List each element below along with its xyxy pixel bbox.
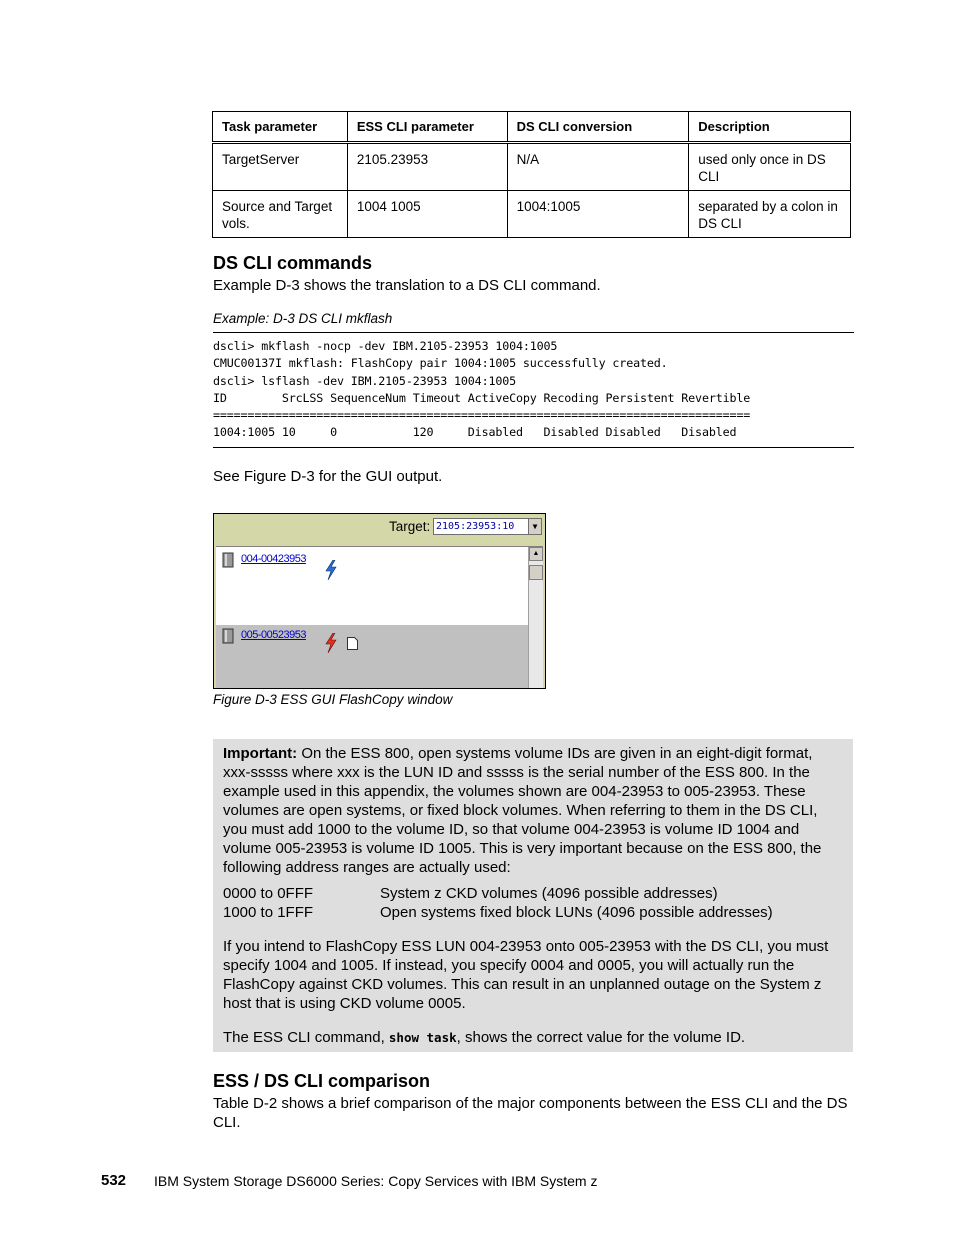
address-range-list	[223, 884, 843, 922]
page-number: 532	[101, 1172, 127, 1189]
volume-row[interactable]	[216, 547, 528, 625]
table-cell: 1004 1005	[347, 191, 507, 238]
text-span: , shows the correct value for the volume ID.	[456, 1029, 746, 1046]
vertical-scrollbar[interactable]	[528, 547, 543, 688]
volume-link[interactable]: 004-00423953	[241, 553, 306, 565]
target-value: 2105:23953:10	[436, 521, 515, 532]
table-header: Description	[689, 112, 851, 143]
volume-link[interactable]: 005-00523953	[241, 629, 306, 641]
figure-caption: Figure D-3 ESS GUI FlashCopy window	[213, 692, 453, 707]
table-cell: separated by a colon in DS CLI	[689, 191, 851, 238]
target-label: Target:	[389, 519, 431, 534]
table-header-row	[213, 112, 851, 143]
address-range-row	[223, 884, 843, 903]
code-line: 1004:1005 10 0 120 Disabled Disabled Disabled Disabled	[213, 425, 737, 440]
table-cell: N/A	[507, 143, 689, 191]
table-cell: 1004:1005	[507, 191, 689, 238]
target-dropdown[interactable]	[433, 518, 542, 535]
code-line: dscli> mkflash -nocp -dev IBM.2105-23953 1004:1005	[213, 339, 558, 353]
table-header: ESS CLI parameter	[347, 112, 507, 143]
code-example	[213, 332, 854, 448]
text-span: The ESS CLI command,	[223, 1029, 389, 1046]
important-paragraph-3	[223, 1028, 843, 1047]
code-line: dscli> lsflash -dev IBM.2105-23953 1004:1005	[213, 373, 517, 388]
ess-gui-flashcopy-window	[213, 513, 546, 689]
table-cell: used only once in DS CLI	[689, 143, 851, 191]
gui-toolbar	[214, 514, 545, 544]
code-line: CMUC00137I mkflash: FlashCopy pair 1004:1005 successfully created.	[213, 356, 668, 371]
table-cell: Source and Target vols.	[213, 191, 348, 238]
code-line: ==============================================================================	[213, 408, 751, 423]
section-heading-ds-cli-commands: DS CLI commands	[213, 253, 373, 273]
flashcopy-blue-icon	[324, 560, 338, 580]
scroll-up-icon[interactable]: ▲	[529, 547, 543, 561]
example-caption: Example: D-3 DS CLI mkflash	[213, 311, 393, 326]
volume-row[interactable]	[216, 625, 528, 688]
disk-volume-icon	[222, 628, 234, 644]
section-intro: Example D-3 shows the translation to a DS CLI command.	[213, 277, 601, 294]
disk-volume-icon	[222, 552, 234, 568]
address-range-row	[223, 903, 843, 922]
command-name: show task	[388, 1030, 457, 1045]
address-range: 1000 to 1FFF	[223, 904, 314, 921]
section-text: Table D-2 shows a brief comparison of the major components between the ESS CLI and the DS CLI.	[213, 1095, 848, 1131]
table-row	[213, 143, 851, 191]
scroll-thumb[interactable]	[529, 565, 543, 580]
parameter-table	[212, 111, 851, 238]
important-paragraph-1	[223, 744, 843, 877]
document-icon	[347, 637, 358, 650]
table-cell: TargetServer	[213, 143, 348, 191]
code-line: ID SrcLSS SequenceNum Timeout ActiveCopy Recoding Persistent Revertible	[213, 390, 751, 405]
table-row	[213, 191, 851, 238]
section-heading-comparison: ESS / DS CLI comparison	[213, 1071, 431, 1091]
important-note-box	[213, 739, 853, 1052]
see-figure-text: See Figure D-3 for the GUI output.	[213, 468, 443, 485]
important-paragraph-2: If you intend to FlashCopy ESS LUN 004-23953 onto 005-23953 with the DS CLI, you must specify 1004 and 1005. If instead, you specify 0004 and 0005, you will actually run the FlashCopy against CKD volumes. This can result in an unplanned outage on the System z host that is using CKD volume 0005.	[223, 938, 829, 1012]
footer-title: IBM System Storage DS6000 Series: Copy Services with IBM System z	[154, 1173, 598, 1189]
address-range: 0000 to 0FFF	[223, 885, 314, 902]
flashcopy-red-icon	[324, 633, 338, 653]
address-range-description: Open systems fixed block LUNs (4096 possible addresses)	[380, 904, 773, 921]
important-text: On the ESS 800, open systems volume IDs are given in an eight-digit format, xxx-sssss where xxx is the LUN ID and sssss is the serial number of the ESS 800. In the example used in this appendix, the volumes shown are 004-23953 to 005-23953. These volumes are open systems, or fixed block volumes. When referring to them in the DS CLI, you must add 1000 to the volume ID, so that volume 004-23953 is volume ID 1004 and volume 005-23953 is volume ID 1005. This is very important because on the ESS 800, the following address ranges are actually used:	[223, 745, 822, 876]
table-header: DS CLI conversion	[507, 112, 689, 143]
dropdown-arrow-icon[interactable]: ▼	[528, 519, 541, 534]
address-range-description: System z CKD volumes (4096 possible addresses)	[380, 885, 718, 902]
table-header: Task parameter	[213, 112, 348, 143]
table-cell: 2105.23953	[347, 143, 507, 191]
important-label: Important:	[223, 745, 298, 762]
volume-list	[216, 546, 543, 688]
